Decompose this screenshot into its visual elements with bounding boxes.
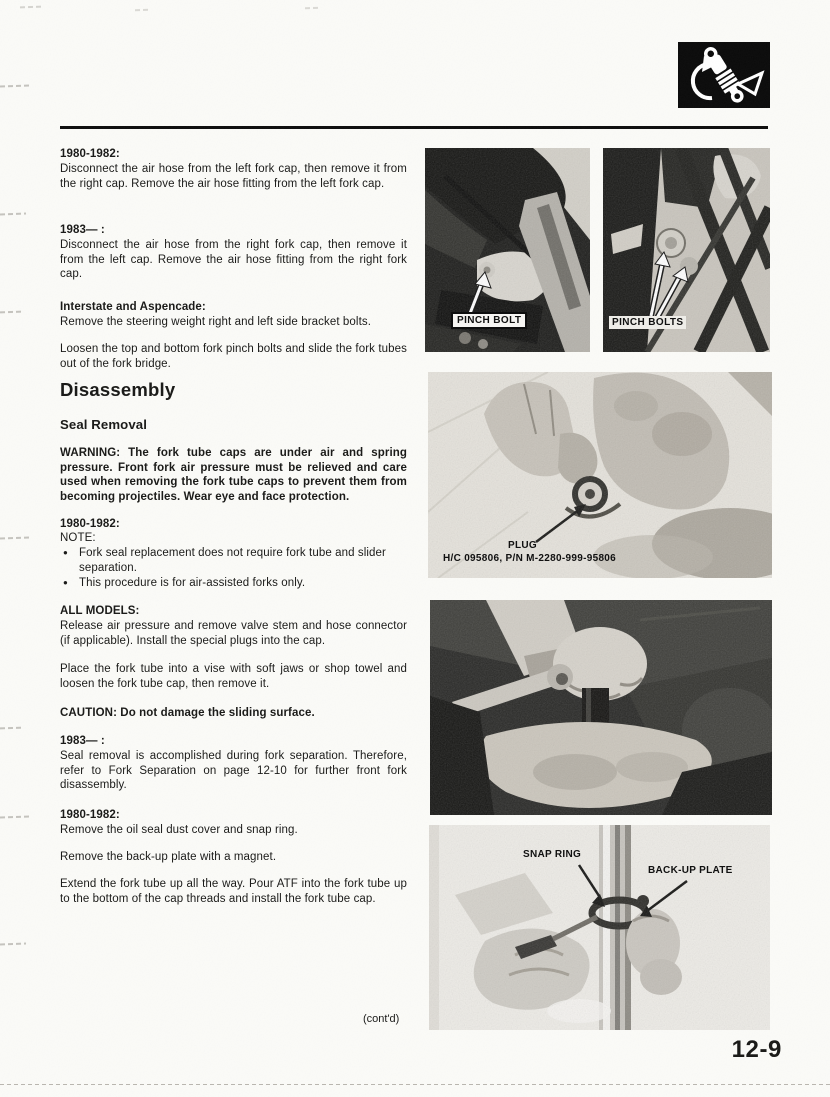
callout-plug-part-number: H/C 095806, P/N M-2280-999-95806 bbox=[443, 553, 617, 564]
photo-snap-ring bbox=[429, 825, 770, 1030]
note-item bbox=[60, 576, 407, 591]
photo-pinch-bolt-left bbox=[425, 148, 590, 352]
footer-rule bbox=[0, 1084, 830, 1085]
bullet-icon: ● bbox=[63, 548, 68, 557]
scan-artifact bbox=[305, 7, 321, 10]
para-pour-atf: Extend the fork tube up all the way. Pour ATF into the fork tube up to the bottom of the cap threads and install the fork tube cap. bbox=[60, 878, 407, 905]
photo-plug bbox=[428, 372, 772, 578]
year-label-1980-1982-b: 1980-1982: bbox=[60, 518, 120, 530]
year-label-1983-a: 1983— : bbox=[60, 224, 105, 236]
bullet-icon: ● bbox=[63, 578, 68, 588]
note-item bbox=[60, 546, 407, 575]
callout-backup-plate: BACK-UP PLATE bbox=[648, 865, 733, 876]
photo-illustration bbox=[430, 600, 772, 815]
callout-pinch-bolt: PINCH BOLT bbox=[451, 312, 527, 329]
model-label-all-models: ALL MODELS: bbox=[60, 605, 140, 617]
year-label-1980-1982-c: 1980-1982: bbox=[60, 809, 120, 821]
scan-artifact bbox=[0, 815, 30, 818]
scan-artifact bbox=[0, 536, 30, 539]
header-rule bbox=[60, 126, 768, 129]
callout-pinch-bolts: PINCH BOLTS bbox=[609, 316, 686, 329]
scan-artifact bbox=[20, 6, 42, 9]
continued-note: (cont'd) bbox=[363, 1013, 400, 1025]
para-backup-plate-magnet: Remove the back-up plate with a magnet. bbox=[60, 851, 277, 863]
scan-artifact bbox=[135, 9, 149, 11]
para-air-hose-1983: Disconnect the air hose from the right fork cap, then remove it from the left cap. Remove the air hose fitting from the right fork cap. bbox=[60, 239, 407, 281]
year-label-1980-1982-a: 1980-1982: bbox=[60, 148, 120, 160]
photo-illustration bbox=[428, 372, 772, 578]
callout-plug: PLUG bbox=[508, 540, 537, 551]
caution-text: CAUTION: Do not damage the sliding surface. bbox=[60, 707, 315, 719]
section-heading-disassembly: Disassembly bbox=[60, 379, 176, 400]
scan-artifact bbox=[0, 727, 24, 730]
para-release-air-pressure: Release air pressure and remove valve stem and hose connector (if applicable). Install the special plugs into the cap. bbox=[60, 620, 407, 647]
scan-artifact bbox=[0, 213, 26, 216]
shock-absorber-icon bbox=[678, 42, 770, 108]
para-dust-cover-snap-ring: Remove the oil seal dust cover and snap ring. bbox=[60, 824, 298, 836]
scan-artifact bbox=[0, 311, 22, 314]
scan-artifact bbox=[0, 943, 26, 946]
para-air-hose-1980: Disconnect the air hose from the left fork cap, then remove it from the right cap. Remove the air hose fitting from the left fork cap. bbox=[60, 163, 407, 190]
year-label-1983-b: 1983— : bbox=[60, 735, 105, 747]
photo-vise-fork-cap bbox=[430, 600, 772, 815]
model-label-interstate-aspencade: Interstate and Aspencade: bbox=[60, 301, 206, 313]
photo-illustration bbox=[429, 825, 770, 1030]
warning-text: WARNING: The fork tube caps are under air and spring pressure. Front fork air pressure must be relieved and care used when removing the fork tube caps to prevent them from becoming projectiles. Wear eye and face protection. bbox=[60, 447, 407, 503]
para-loosen-pinch-bolts: Loosen the top and bottom fork pinch bolts and slide the fork tubes out of the fork bridge. bbox=[60, 343, 407, 370]
page-number: 12-9 bbox=[731, 1036, 782, 1063]
subsection-heading-seal-removal: Seal Removal bbox=[60, 417, 147, 432]
scan-artifact bbox=[0, 84, 30, 87]
note-list bbox=[60, 546, 407, 592]
photo-pinch-bolts-right bbox=[603, 148, 770, 352]
callout-snap-ring: SNAP RING bbox=[523, 849, 582, 860]
para-steering-weight: Remove the steering weight right and left side bracket bolts. bbox=[60, 316, 372, 328]
para-vise-soft-jaws: Place the fork tube into a vise with soft jaws or shop towel and loosen the fork tube cap, then remove it. bbox=[60, 663, 407, 690]
note-label: NOTE: bbox=[60, 532, 96, 544]
para-seal-removal-1983: Seal removal is accomplished during fork separation. Therefore, refer to Fork Separation on page 12-10 for further front fork disassembly. bbox=[60, 750, 407, 792]
note-item-text: Fork seal replacement does not require fork tube and slider separation. bbox=[79, 547, 386, 574]
note-item-text: This procedure is for air-assisted forks only. bbox=[79, 577, 306, 590]
chapter-icon-box bbox=[678, 42, 770, 108]
